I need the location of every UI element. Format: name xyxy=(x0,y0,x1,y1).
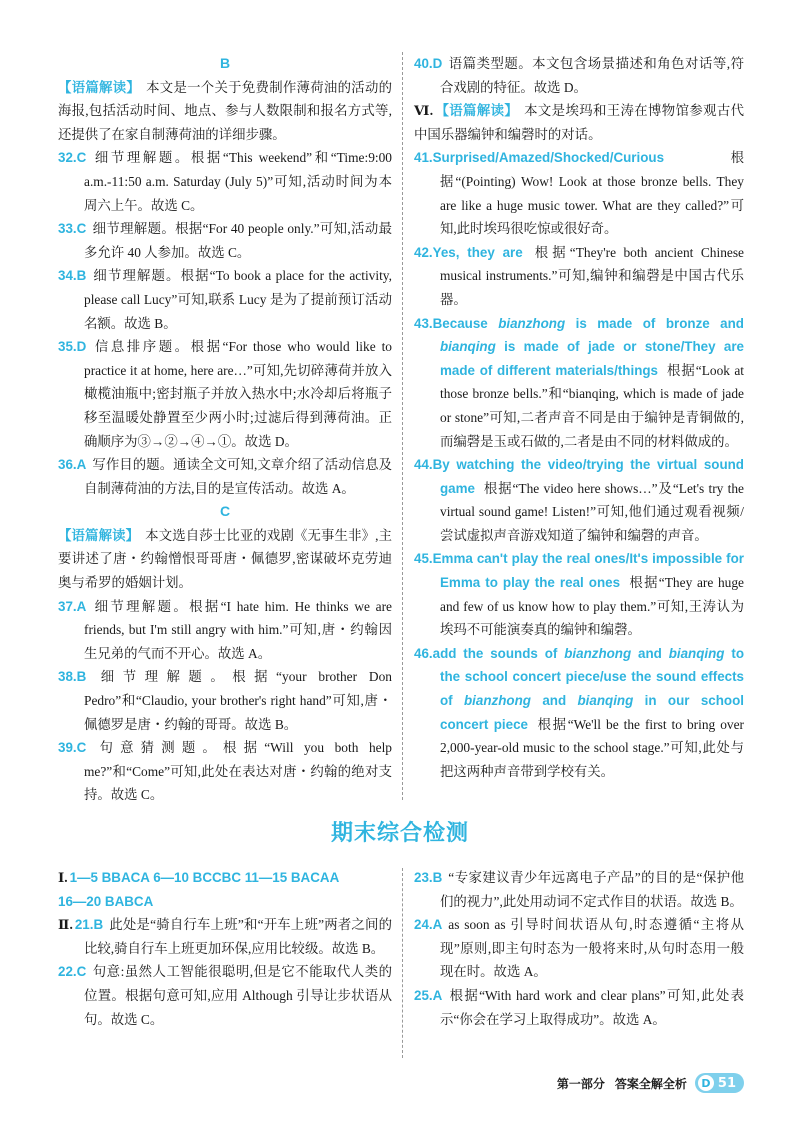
answer-item: 39.C 句意猜测题。根据“Will you both help me?”和“Come”可知,此处在表达对唐・约翰的绝对支持。故选 C。 xyxy=(58,740,392,803)
intro-b: 【语篇解读】 本文是一个关于免费制作薄荷油的活动的海报,包括活动时间、地点、参与人数限制和报名方式等,还提供了在家自制薄荷油的详细步骤。 xyxy=(58,79,393,142)
column-divider-2 xyxy=(402,868,403,1058)
answer-item-41: 41.Surprised/Amazed/Shocked/Curious 根据“(Pointing) Wow! Look at those bronze bells. They are like a huge music tower. What are they called?”可知,此时埃玛很吃惊或很好奇。 xyxy=(414,150,744,237)
lower-left-column xyxy=(58,866,392,1031)
answer-item-45: 45.Emma can't play the real ones/It's impossible for Emma to play the real ones 根据“They are huge and few of us know how to play them.”可知,王涛认为埃玛不可能演奏真的编钟和编磬。 xyxy=(414,551,744,638)
column-divider xyxy=(402,52,403,800)
answer-item-21: Ⅱ. 21.B 此处是“骑自行车上班”和“开车上班”两者之间的比较,骑自行车上班更加环保,应用比较级。故选 B。 xyxy=(58,917,392,956)
page-footer xyxy=(557,1072,744,1094)
answer-item-42: 42.Yes, they are 根据“They're both ancient Chinese musical instruments.”可知,编钟和编磬是中国古代乐器。 xyxy=(414,244,744,307)
footer-name: 答案全解全析 xyxy=(614,1076,687,1091)
left-column xyxy=(58,52,392,807)
tag-b: 语篇解读 xyxy=(71,79,127,95)
page-number: 51 xyxy=(717,1075,736,1091)
tag-c: 语篇解读 xyxy=(71,527,126,543)
answer-item: 38.B 细节理解题。根据“your brother Don Pedro”和“Claudio, your brother's right hand”可知,唐・佩德罗是唐・约翰的哥哥。故选 B。 xyxy=(58,669,392,732)
answer-item-40: 40.D 语篇类型题。本文包含场景描述和角色对话等,符合戏剧的特征。故选 D。 xyxy=(414,56,744,95)
badge-letter: D xyxy=(698,1075,714,1091)
answer-item-23: 23.B “专家建议青少年远离电子产品”的目的是“保护他们的视力”,此处用动词不定式作目的状语。故选 B。 xyxy=(414,870,744,909)
intro-6: Ⅵ. 【语篇解读】 本文是埃玛和王涛在博物馆参观古代中国乐器编钟和编磬时的对话。 xyxy=(414,103,745,142)
section-c-heading: C xyxy=(219,503,231,520)
answer-item: 35.D 信息排序题。根据“For those who would like to practice it at home, here are…”可知,先切碎薄荷并放入橄榄油瓶中;密封瓶子并放入热水中;水冷却后将瓶子移至温暖处静置至少两小时;过滤后得到薄荷油。正确顺序为③→②→④→①。故选 D。 xyxy=(58,339,392,449)
answer-item-44: 44.By watching the video/trying the virtual sound game 根据“The video here shows…”及“Let's try the virtual sound game! Listen!”可知,他们通过观看视频/尝试虚拟声音游戏知道了编钟和编磬的声音。 xyxy=(414,457,744,543)
answer-item-24: 24.A as soon as 引导时间状语从句,时态遵循“主将从现”原则,即主句时态为一般将来时,从句时态用一般现在时。故选 A。 xyxy=(414,917,744,980)
answer-item-43: 43.Because bianzhong is made of bronze and bianqing is made of jade or stone/They are made of different materials/things 根据“Look at those bronze bells.”和“bianqing, which is made of jade or stone”可知,二者声音不同是由于编钟是青铜做的,而编磬是玉或石做的,二者是由不同的材料做成的。 xyxy=(414,315,744,449)
page-badge xyxy=(695,1073,744,1093)
intro-c: 【语篇解读】 本文选自莎士比亚的戏剧《无事生非》,主要讲述了唐・约翰憎恨哥哥唐・佩德罗,密谋破坏克劳迪奥与希罗的婚姻计划。 xyxy=(58,527,392,591)
section-b-heading: B xyxy=(219,55,231,71)
answer-item: 33.C 细节理解题。根据“For 40 people only.”可知,活动最多允许 40 人参加。故选 C。 xyxy=(58,221,392,260)
answer-item: 37.A 细节理解题。根据“I hate him. He thinks we are friends, but I'm still angry with him.”可知,唐・约翰因生兄弟的气而不开心。故选 A。 xyxy=(58,598,392,661)
footer-part: 第一部分 xyxy=(556,1076,605,1091)
items-c xyxy=(58,595,392,807)
right-column xyxy=(414,52,744,783)
answer-item: 36.A 写作目的题。通读全文可知,文章介绍了活动信息及自制薄荷油的方法,目的是宣传活动。故选 A。 xyxy=(58,457,392,496)
answer-item-25: 25.A 根据“With hard work and clear plans”可知,此处表示“你会在学习上取得成功”。故选 A。 xyxy=(414,987,744,1027)
lower-right-column xyxy=(414,866,744,1031)
answer-item-22: 22.C 句意:虽然人工智能很聪明,但是它不能取代人类的位置。根据句意可知,应用 Although 引导让步状语从句。故选 C。 xyxy=(58,964,392,1027)
section-title: 期末综合检测 xyxy=(330,821,469,846)
answer-item: 34.B 细节理解题。根据“To book a place for the activity, please call Lucy”可知,联系 Lucy 是为了提前预订活动名额。故选 B。 xyxy=(58,268,392,331)
answer-keys: Ⅰ. 1—5 BBACA 6—10 BCCBC 11—15 BACAA 16—20 BABCA xyxy=(58,870,340,909)
items-b xyxy=(58,146,392,500)
answer-item: 32.C 细节理解题。根据“This weekend”和“Time:9:00 a.m.-11:50 a.m. Saturday (July 5)”可知,活动时间为本周六上午。故选 C。 xyxy=(58,150,392,213)
answer-item-46: 46.add the sounds of bianzhong and bianqing to the school concert piece/use the sound effects of bianzhong and bianqing in our school concert piece 根据“We'll be the first to bring over 2,000-year-old music to the school stage.”可知,此处与把这两种声音带到学校有关。 xyxy=(414,645,744,779)
